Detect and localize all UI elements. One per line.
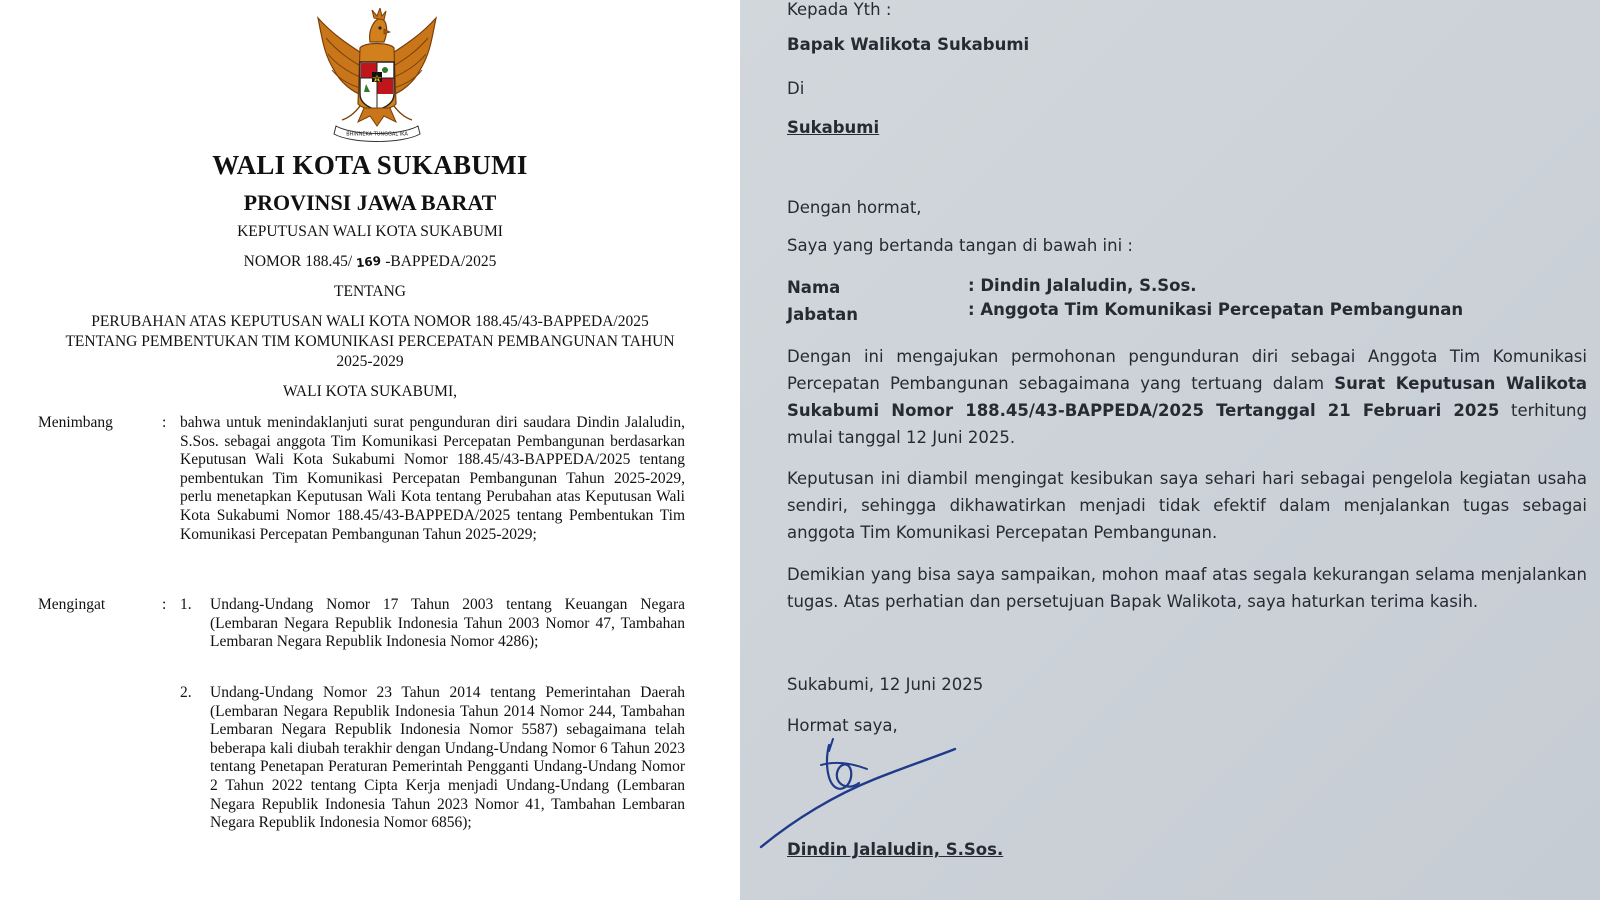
mengingat-colon: : [162,596,167,613]
menimbang-text: bahwa untuk menindaklanjuti surat pengunduran diri saudara Dindin Jalaludin, S.Sos. sebagai anggota Tim Komunikasi Percepatan Pembangunan berdasarkan Keputusan Wali Kota Sukabumi Nomor 188.45/43-BAPPEDA/2025 tentang pembentukan Tim Komunikasi Percepatan Pembangunan Tahun 2025-2029, perlu menetapkan Keputusan Wali Kota tentang Perubahan atas Keputusan Wali Kota Sukabumi Nomor 188.45/43-BAPPEDA/2025 tentang Pembentukan Tim Komunikasi Percepatan Pembangunan Tahun 2025-2029; [180,414,685,543]
letter-paragraph-3: Demikian yang bisa saya sampaikan, mohon maaf atas segala kekurangan selama menjalankan tugas. Atas perhatian dan persetujuan Bapak Walikota, saya haturkan terima kasih. [787,565,1587,611]
letter-nama-label: Nama [787,278,841,297]
menimbang-label: Menimbang [38,414,113,431]
letter-paragraph-1-start: Dengan ini mengajukan permohonan pengunduran diri sebagai Anggota Tim Komunikasi Percepatan Pembangunan sebagaimana yang tertuang dalam [787,347,1587,393]
garuda-emblem-icon [314,8,440,144]
letter-paragraph-1-reference: Surat Keputusan Walikota Sukabumi Nomor 188.45/43-BAPPEDA/2025 Tertanggal 21 Februari 2025 [787,374,1587,420]
decree-title: WALI KOTA SUKABUMI [212,150,528,180]
letter-greeting: Dengan hormat, [787,198,922,217]
letter-jabatan-value: : Anggota Tim Komunikasi Percepatan Pembangunan [968,300,1464,319]
svg-text:BHINNEKA TUNGGAL IKA: BHINNEKA TUNGGAL IKA [346,131,408,138]
decree-subject: PERUBAHAN ATAS KEPUTUSAN WALI KOTA NOMOR 188.45/43-BAPPEDA/2025 TENTANG PEMBENTUKAN TIM KOMUNIKASI PERCEPATAN PEMBANGUNAN TAHUN 2025-2029 [65,313,675,370]
mengingat-item-text: Undang-Undang Nomor 23 Tahun 2014 tentang Pemerintahan Daerah (Lembaran Negara Republik Indonesia Tahun 2014 Nomor 244, Tambahan Lembaran Negara Republik Indonesia Nomor 5587) sebagaimana telah beberapa kali diubah terakhir dengan Undang-Undang Nomor 6 Tahun 2023 tentang Penetapan Peraturan Pemerintah Pengganti Undang-Undang Nomor 2 Tahun 2022 tentang Cipta Kerja menjadi Undang-Undang (Lembaran Negara Republik Indonesia Tahun 2023 Nomor 41, Tambahan Lembaran Negara Republik Indonesia Nomor 6856); [210,684,685,832]
letter-kepada: Kepada Yth : [787,0,892,19]
mengingat-label: Mengingat [38,596,106,613]
letter-nama-value: : Dindin Jalaludin, S.Sos. [968,276,1197,295]
decree-number-prefix: NOMOR 188.45/ [243,253,353,270]
decree-number-handwritten: 169 [355,253,382,271]
letter-jabatan-label: Jabatan [787,305,858,324]
decree-document [0,0,740,900]
letter-city: Sukabumi [787,118,880,137]
decree-wali-kota-line: WALI KOTA SUKABUMI, [283,383,457,400]
decree-number-suffix: -BAPPEDA/2025 [385,253,497,270]
decree-keputusan-heading: KEPUTUSAN WALI KOTA SUKABUMI [237,223,503,240]
letter-paragraph-2: Keputusan ini diambil mengingat kesibukan saya sehari hari sebagai pengelola kegiatan usaha sendiri, sehingga dikhawatirkan menjadi tidak efektif dalam menjalankan tugas sebagai anggota Tim Komunikasi Percepatan Pembangunan. [787,469,1587,542]
mengingat-item-number: 1. [180,596,192,613]
letter-paragraph-1-end: terhitung mulai tanggal 12 Juni 2025. [787,401,1587,447]
decree-province: PROVINSI JAWA BARAT [243,190,497,215]
letter-signer-name: Dindin Jalaludin, S.Sos. [787,840,1004,859]
mengingat-item-number: 2. [180,684,192,701]
mengingat-item-text: Undang-Undang Nomor 17 Tahun 2003 tentang Keuangan Negara (Lembaran Negara Republik Indonesia Tahun 2003 Nomor 47, Tambahan Lembaran Negara Republik Indonesia Nomor 4286); [210,596,685,651]
menimbang-colon: : [162,414,167,431]
letter-recipient: Bapak Walikota Sukabumi [787,35,1030,54]
letter-intro: Saya yang bertanda tangan di bawah ini : [787,236,1133,255]
decree-number [0,253,740,271]
letter-closing: Hormat saya, [787,716,898,735]
letter-paragraph-1 [787,343,1587,451]
resignation-letter [740,0,1600,900]
decree-tentang: TENTANG [334,283,406,300]
letter-place-date: Sukabumi, 12 Juni 2025 [787,675,984,694]
letter-di: Di [787,79,805,98]
